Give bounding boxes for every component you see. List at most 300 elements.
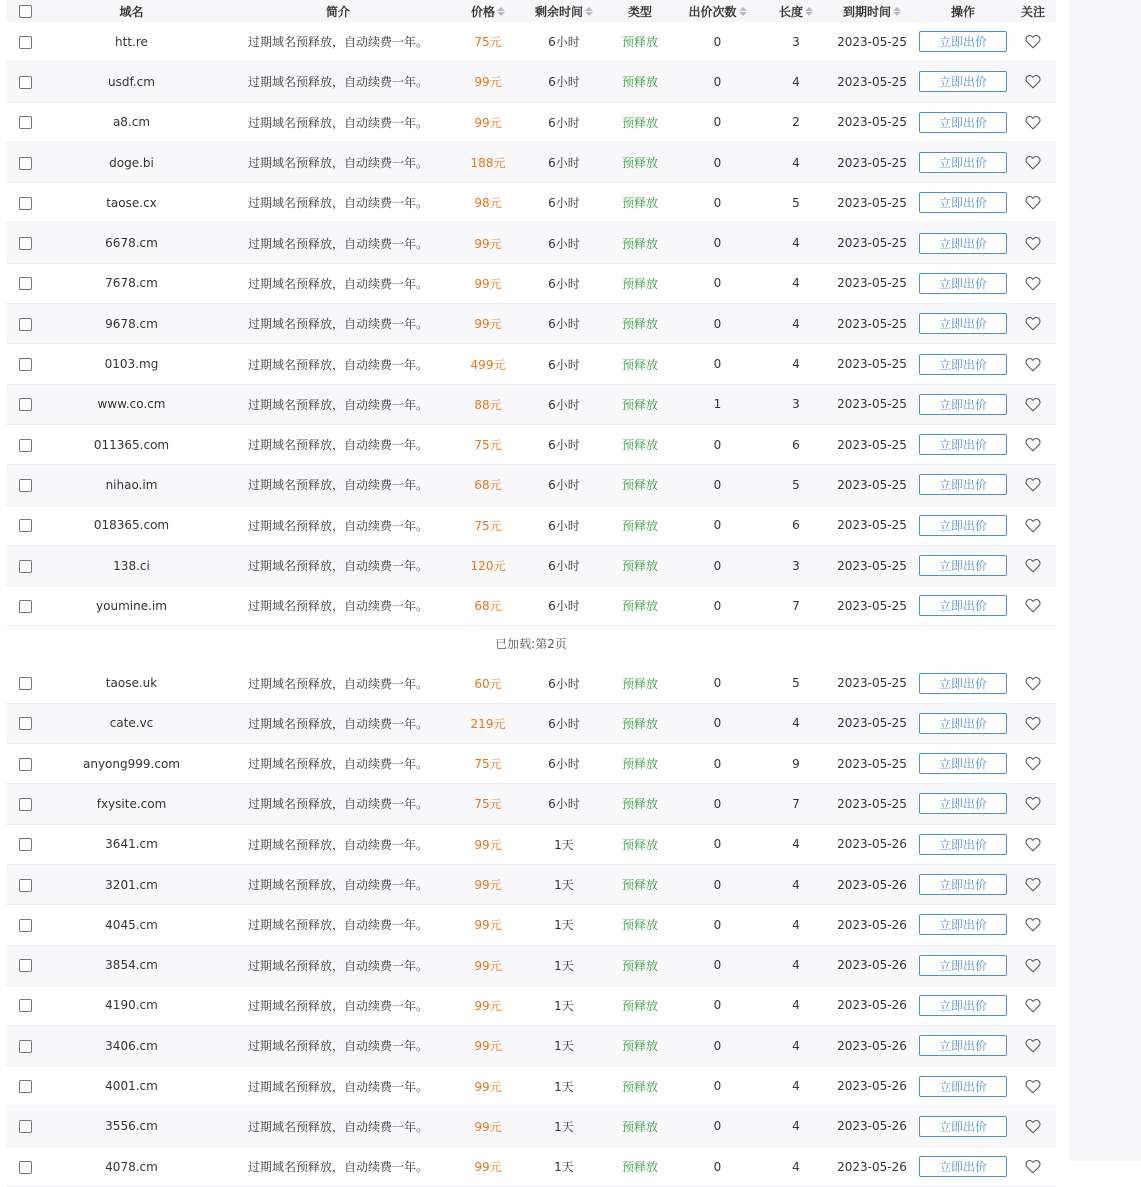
- remaining-time: 1天: [554, 878, 574, 893]
- row-checkbox[interactable]: [19, 838, 32, 851]
- bid-now-button[interactable]: 立即出价: [919, 313, 1007, 334]
- bid-now-button[interactable]: 立即出价: [919, 834, 1007, 855]
- remaining-time: 1天: [554, 1160, 574, 1175]
- bid-count: 0: [713, 756, 722, 771]
- row-checkbox[interactable]: [19, 237, 32, 250]
- row-checkbox[interactable]: [19, 717, 32, 730]
- row-checkbox[interactable]: [19, 560, 32, 573]
- bid-now-button[interactable]: 立即出价: [919, 434, 1007, 455]
- row-checkbox-cell[interactable]: [6, 397, 44, 411]
- domain-price: 75元: [474, 35, 502, 50]
- bid-now-button[interactable]: 立即出价: [919, 515, 1007, 536]
- heart-outline-icon[interactable]: [1025, 877, 1041, 892]
- domain-name: 4045.cm: [105, 917, 158, 932]
- table-row: [6, 344, 1056, 384]
- domain-price: 99元: [474, 918, 502, 933]
- expire-date: 2023-05-26: [837, 877, 907, 892]
- remaining-time: 1天: [554, 1079, 574, 1094]
- bid-count: 0: [713, 195, 722, 210]
- favorite-cell: [1010, 837, 1056, 852]
- domain-name: 3556.cm: [105, 1119, 158, 1134]
- domain-price: 99元: [474, 958, 502, 973]
- domain-name: 3406.cm: [105, 1038, 158, 1053]
- row-checkbox-cell[interactable]: [6, 75, 44, 89]
- favorite-cell: [1010, 676, 1056, 691]
- domain-length: 4: [792, 998, 800, 1013]
- domain-price: 68元: [474, 478, 502, 493]
- row-checkbox-cell[interactable]: [6, 757, 44, 771]
- expire-date: 2023-05-25: [837, 756, 907, 771]
- expire-date: 2023-05-25: [837, 316, 907, 331]
- expire-date: 2023-05-25: [837, 276, 907, 291]
- domain-desc: 过期域名预释放，自动续费一年。: [247, 676, 428, 691]
- select-all-cell[interactable]: [6, 4, 44, 18]
- sort-arrows-icon[interactable]: [805, 7, 813, 17]
- row-checkbox[interactable]: [19, 398, 32, 411]
- domain-length: 5: [792, 477, 800, 492]
- domain-name: cate.vc: [109, 716, 154, 731]
- sort-arrows-icon[interactable]: [739, 7, 747, 17]
- remaining-time: 6小时: [548, 438, 580, 453]
- row-checkbox-cell[interactable]: [6, 438, 44, 452]
- table-row: [6, 1066, 1056, 1106]
- domain-price: 99元: [474, 998, 502, 1013]
- op-cell: [916, 834, 1010, 855]
- bid-now-button[interactable]: 立即出价: [919, 112, 1007, 133]
- domain-length: 5: [792, 676, 800, 691]
- bid-now-button[interactable]: 立即出价: [919, 354, 1007, 375]
- bid-now-button[interactable]: 立即出价: [919, 995, 1007, 1016]
- domain-type: 预释放: [621, 757, 658, 772]
- row-checkbox[interactable]: [19, 758, 32, 771]
- op-cell: [916, 914, 1010, 935]
- domain-type: 预释放: [621, 357, 658, 372]
- bid-now-button[interactable]: 立即出价: [919, 595, 1007, 616]
- heart-outline-icon[interactable]: [1025, 998, 1041, 1013]
- bid-count: 0: [713, 357, 722, 372]
- row-checkbox-cell[interactable]: [6, 156, 44, 170]
- row-checkbox[interactable]: [19, 439, 32, 452]
- op-cell: [916, 555, 1010, 576]
- domain-length: 4: [792, 357, 800, 372]
- bid-count: 0: [713, 74, 722, 89]
- favorite-cell: [1010, 1038, 1056, 1053]
- domain-length: 4: [792, 877, 800, 892]
- row-checkbox[interactable]: [19, 116, 32, 129]
- op-cell: [916, 1116, 1010, 1137]
- domain-name: 3641.cm: [105, 837, 158, 852]
- bid-now-button[interactable]: 立即出价: [919, 555, 1007, 576]
- bid-count: 0: [713, 998, 722, 1013]
- heart-outline-icon[interactable]: [1025, 1119, 1041, 1134]
- domain-type: 预释放: [621, 438, 658, 453]
- heart-outline-icon[interactable]: [1025, 115, 1041, 130]
- expire-date: 2023-05-25: [837, 477, 907, 492]
- remaining-time: 1天: [554, 998, 574, 1013]
- row-checkbox[interactable]: [19, 358, 32, 371]
- domain-length: 5: [792, 195, 800, 210]
- domain-desc: 过期域名预释放，自动续费一年。: [247, 438, 428, 453]
- domain-type: 预释放: [621, 156, 658, 171]
- table-row: [6, 1107, 1056, 1147]
- heart-outline-icon[interactable]: [1025, 796, 1041, 811]
- bid-now-button[interactable]: 立即出价: [919, 474, 1007, 495]
- heart-outline-icon[interactable]: [1025, 756, 1041, 771]
- row-checkbox-cell[interactable]: [6, 276, 44, 290]
- table-row: [6, 744, 1056, 784]
- domain-length: 4: [792, 1079, 800, 1094]
- favorite-cell: [1010, 1159, 1056, 1174]
- expire-date: 2023-05-25: [837, 437, 907, 452]
- domain-name: 138.ci: [113, 558, 150, 573]
- domain-type: 预释放: [621, 676, 658, 691]
- row-checkbox-cell[interactable]: [6, 716, 44, 730]
- bid-now-button[interactable]: 立即出价: [919, 192, 1007, 213]
- domain-price: 99元: [474, 317, 502, 332]
- heart-outline-icon[interactable]: [1025, 598, 1041, 613]
- domain-type: 预释放: [621, 958, 658, 973]
- remaining-time: 6小时: [548, 478, 580, 493]
- table-row: [6, 825, 1056, 865]
- domain-name: 7678.cm: [105, 276, 158, 291]
- page-loaded-divider: 已加载:第2页: [495, 637, 567, 652]
- row-checkbox[interactable]: [19, 1120, 32, 1133]
- domain-price: 99元: [474, 1079, 502, 1094]
- favorite-cell: [1010, 276, 1056, 291]
- bid-now-button[interactable]: 立即出价: [919, 31, 1007, 52]
- row-checkbox[interactable]: [19, 919, 32, 932]
- row-checkbox-cell[interactable]: [6, 797, 44, 811]
- domain-length: 6: [792, 518, 800, 533]
- heart-outline-icon[interactable]: [1025, 236, 1041, 251]
- bid-now-button[interactable]: 立即出价: [919, 793, 1007, 814]
- domain-desc: 过期域名预释放，自动续费一年。: [247, 397, 428, 412]
- row-checkbox-cell[interactable]: [6, 998, 44, 1012]
- domain-type: 预释放: [621, 1119, 658, 1134]
- op-cell: [916, 595, 1010, 616]
- domain-desc: 过期域名预释放，自动续费一年。: [247, 599, 428, 614]
- row-checkbox-cell[interactable]: [6, 478, 44, 492]
- domain-desc: 过期域名预释放，自动续费一年。: [247, 115, 428, 130]
- domain-type: 预释放: [621, 276, 658, 291]
- header-op: 操作: [950, 4, 975, 19]
- row-checkbox-cell[interactable]: [6, 236, 44, 250]
- row-checkbox-cell[interactable]: [6, 559, 44, 573]
- op-cell: [916, 152, 1010, 173]
- domain-name: 011365.com: [93, 437, 170, 452]
- heart-outline-icon[interactable]: [1025, 34, 1041, 49]
- domain-price: 99元: [474, 1119, 502, 1134]
- heart-outline-icon[interactable]: [1025, 1038, 1041, 1053]
- remaining-time: 6小时: [548, 357, 580, 372]
- domain-type: 预释放: [621, 998, 658, 1013]
- row-checkbox-cell[interactable]: [6, 878, 44, 892]
- op-cell: [916, 71, 1010, 92]
- op-cell: [916, 673, 1010, 694]
- bid-now-button[interactable]: 立即出价: [919, 152, 1007, 173]
- heart-outline-icon[interactable]: [1025, 1159, 1041, 1174]
- header-length-sort[interactable]: [764, 3, 828, 20]
- op-cell: [916, 1156, 1010, 1177]
- domain-desc: 过期域名预释放，自动续费一年。: [247, 478, 428, 493]
- row-checkbox[interactable]: [19, 36, 32, 49]
- row-checkbox[interactable]: [19, 798, 32, 811]
- row-checkbox-cell[interactable]: [6, 1160, 44, 1174]
- heart-outline-icon[interactable]: [1025, 74, 1041, 89]
- table-row: [6, 784, 1056, 824]
- row-checkbox-cell[interactable]: [6, 837, 44, 851]
- bid-count: 1: [713, 397, 722, 412]
- domain-desc: 过期域名预释放，自动续费一年。: [247, 559, 428, 573]
- op-cell: [916, 273, 1010, 294]
- heart-outline-icon[interactable]: [1025, 716, 1041, 731]
- domain-price: 68元: [474, 599, 502, 614]
- bid-count: 0: [713, 34, 722, 49]
- bid-now-button[interactable]: 立即出价: [919, 273, 1007, 294]
- table-row: [6, 465, 1056, 505]
- domain-length: 4: [792, 958, 800, 973]
- header-expire-sort[interactable]: [828, 3, 916, 20]
- table-row: [6, 1147, 1056, 1187]
- favorite-cell: [1010, 477, 1056, 492]
- bid-now-button[interactable]: 立即出价: [919, 71, 1007, 92]
- row-checkbox-cell[interactable]: [6, 196, 44, 210]
- table-row: [6, 704, 1056, 744]
- domain-name: 4001.cm: [105, 1079, 158, 1094]
- row-checkbox[interactable]: [19, 519, 32, 532]
- expire-date: 2023-05-25: [837, 716, 907, 731]
- header-time-label: 剩余时间: [534, 4, 583, 19]
- heart-outline-icon[interactable]: [1025, 837, 1041, 852]
- sort-arrows-icon[interactable]: [585, 7, 593, 17]
- domain-price: 75元: [474, 797, 502, 812]
- row-checkbox[interactable]: [19, 76, 32, 89]
- domain-desc: 过期域名预释放，自动续费一年。: [247, 518, 428, 533]
- bid-count: 0: [713, 877, 722, 892]
- bid-now-button[interactable]: 立即出价: [919, 955, 1007, 976]
- row-checkbox-cell[interactable]: [6, 676, 44, 690]
- domain-length: 4: [792, 74, 800, 89]
- domain-desc: 过期域名预释放，自动续费一年。: [247, 1119, 428, 1134]
- domain-desc: 过期域名预释放，自动续费一年。: [247, 35, 428, 50]
- row-checkbox-cell[interactable]: [6, 357, 44, 371]
- domain-price: 219元: [470, 716, 506, 731]
- heart-outline-icon[interactable]: [1025, 155, 1041, 170]
- heart-outline-icon[interactable]: [1025, 477, 1041, 492]
- heart-outline-icon[interactable]: [1025, 316, 1041, 331]
- bid-count: 0: [713, 518, 722, 533]
- row-checkbox[interactable]: [19, 318, 32, 331]
- heart-outline-icon[interactable]: [1025, 357, 1041, 372]
- domain-name: 3854.cm: [105, 958, 158, 973]
- favorite-cell: [1010, 437, 1056, 452]
- row-checkbox[interactable]: [19, 879, 32, 892]
- op-cell: [916, 874, 1010, 895]
- remaining-time: 1天: [554, 958, 574, 973]
- domain-name: 9678.cm: [105, 316, 158, 331]
- expire-date: 2023-05-26: [837, 958, 907, 973]
- bid-now-button[interactable]: 立即出价: [919, 713, 1007, 734]
- domain-price: 120元: [470, 559, 506, 573]
- domain-type: 预释放: [621, 75, 658, 90]
- bid-count: 0: [713, 1038, 722, 1053]
- domain-length: 4: [792, 155, 800, 170]
- row-checkbox[interactable]: [19, 1161, 32, 1174]
- domain-price: 60元: [474, 676, 502, 691]
- bid-now-button[interactable]: 立即出价: [919, 1156, 1007, 1177]
- heart-outline-icon[interactable]: [1025, 676, 1041, 691]
- domain-length: 9: [792, 756, 800, 771]
- heart-outline-icon[interactable]: [1025, 1079, 1041, 1094]
- domain-desc: 过期域名预释放，自动续费一年。: [247, 1160, 428, 1175]
- heart-outline-icon[interactable]: [1025, 518, 1041, 533]
- heart-outline-icon[interactable]: [1025, 195, 1041, 210]
- bid-count: 0: [713, 1119, 722, 1134]
- domain-desc: 过期域名预释放，自动续费一年。: [247, 757, 428, 772]
- heart-outline-icon[interactable]: [1025, 917, 1041, 932]
- favorite-cell: [1010, 195, 1056, 210]
- row-checkbox-cell[interactable]: [6, 115, 44, 129]
- header-bids-sort[interactable]: [671, 3, 764, 20]
- row-checkbox[interactable]: [19, 1080, 32, 1093]
- domain-name: nihao.im: [105, 477, 158, 492]
- domain-name: taose.cx: [106, 195, 157, 210]
- expire-date: 2023-05-25: [837, 34, 907, 49]
- expire-date: 2023-05-26: [837, 1079, 907, 1094]
- header-price-sort[interactable]: [457, 3, 519, 20]
- domain-name: 0103.mg: [104, 357, 159, 372]
- domain-price: 499元: [470, 357, 506, 372]
- domain-desc: 过期域名预释放，自动续费一年。: [247, 1039, 428, 1054]
- bid-now-button[interactable]: 立即出价: [919, 1116, 1007, 1137]
- expire-date: 2023-05-25: [837, 518, 907, 533]
- remaining-time: 6小时: [548, 276, 580, 291]
- domain-name: doge.bi: [109, 155, 154, 170]
- row-checkbox-cell[interactable]: [6, 35, 44, 49]
- expire-date: 2023-05-26: [837, 917, 907, 932]
- bid-now-button[interactable]: 立即出价: [919, 914, 1007, 935]
- table-row: [6, 103, 1056, 143]
- row-checkbox-cell[interactable]: [6, 599, 44, 613]
- row-checkbox[interactable]: [19, 999, 32, 1012]
- row-checkbox[interactable]: [19, 479, 32, 492]
- op-cell: [916, 233, 1010, 254]
- bid-count: 0: [713, 477, 722, 492]
- domain-length: 4: [792, 276, 800, 291]
- favorite-cell: [1010, 155, 1056, 170]
- header-time-sort[interactable]: [519, 3, 609, 20]
- domain-price: 99元: [474, 1039, 502, 1054]
- op-cell: [916, 394, 1010, 415]
- remaining-time: 6小时: [548, 196, 580, 211]
- bid-now-button[interactable]: 立即出价: [919, 1035, 1007, 1056]
- row-checkbox-cell[interactable]: [6, 1039, 44, 1053]
- favorite-cell: [1010, 1079, 1056, 1094]
- row-checkbox-cell[interactable]: [6, 518, 44, 532]
- table-row: [6, 385, 1056, 425]
- row-checkbox[interactable]: [19, 600, 32, 613]
- domain-table: [6, 0, 1056, 1187]
- domain-length: 4: [792, 837, 800, 852]
- bid-now-button[interactable]: 立即出价: [919, 753, 1007, 774]
- favorite-cell: [1010, 357, 1056, 372]
- heart-outline-icon[interactable]: [1025, 397, 1041, 412]
- domain-name: fxysite.com: [96, 796, 167, 811]
- header-length-label: 长度: [778, 4, 803, 19]
- domain-type: 预释放: [621, 1160, 658, 1175]
- domain-price: 99元: [474, 837, 502, 852]
- domain-price: 99元: [474, 276, 502, 291]
- favorite-cell: [1010, 1119, 1056, 1134]
- heart-outline-icon[interactable]: [1025, 276, 1041, 291]
- domain-length: 2: [792, 115, 800, 130]
- op-cell: [916, 1035, 1010, 1056]
- domain-desc: 过期域名预释放，自动续费一年。: [247, 998, 428, 1013]
- row-checkbox-cell[interactable]: [6, 1079, 44, 1093]
- row-checkbox[interactable]: [19, 1040, 32, 1053]
- domain-name: 3201.cm: [105, 877, 158, 892]
- bid-now-button[interactable]: 立即出价: [919, 233, 1007, 254]
- bid-count: 0: [713, 837, 722, 852]
- row-checkbox[interactable]: [19, 277, 32, 290]
- bid-now-button[interactable]: 立即出价: [919, 874, 1007, 895]
- domain-price: 98元: [474, 196, 502, 211]
- header-price-label: 价格: [470, 4, 495, 19]
- table-row: [6, 264, 1056, 304]
- bid-now-button[interactable]: 立即出价: [919, 1076, 1007, 1097]
- expire-date: 2023-05-25: [837, 155, 907, 170]
- domain-name: 018365.com: [93, 518, 170, 533]
- row-checkbox-cell[interactable]: [6, 918, 44, 932]
- row-checkbox[interactable]: [19, 157, 32, 170]
- row-checkbox-cell[interactable]: [6, 1119, 44, 1133]
- row-checkbox[interactable]: [19, 197, 32, 210]
- domain-desc: 过期域名预释放，自动续费一年。: [247, 317, 428, 332]
- domain-name: usdf.cm: [108, 74, 155, 89]
- row-checkbox[interactable]: [19, 959, 32, 972]
- heart-outline-icon[interactable]: [1025, 437, 1041, 452]
- remaining-time: 6小时: [548, 397, 580, 412]
- bid-count: 0: [713, 155, 722, 170]
- bid-count: 0: [713, 558, 722, 573]
- favorite-cell: [1010, 796, 1056, 811]
- sort-arrows-icon[interactable]: [893, 7, 901, 17]
- heart-outline-icon[interactable]: [1025, 958, 1041, 973]
- table-row: [6, 304, 1056, 344]
- domain-length: 4: [792, 1159, 800, 1174]
- table-row: [6, 62, 1056, 102]
- row-checkbox-cell[interactable]: [6, 317, 44, 331]
- bid-count: 0: [713, 115, 722, 130]
- row-checkbox-cell[interactable]: [6, 958, 44, 972]
- domain-desc: 过期域名预释放，自动续费一年。: [247, 156, 428, 171]
- row-checkbox[interactable]: [19, 677, 32, 690]
- remaining-time: 6小时: [548, 156, 580, 171]
- heart-outline-icon[interactable]: [1025, 558, 1041, 573]
- domain-list-page-2: [6, 663, 1056, 1187]
- domain-desc: 过期域名预释放，自动续费一年。: [247, 797, 428, 812]
- bid-now-button[interactable]: 立即出价: [919, 673, 1007, 694]
- remaining-time: 6小时: [548, 797, 580, 812]
- op-cell: [916, 354, 1010, 375]
- domain-name: a8.cm: [112, 115, 151, 130]
- select-all-checkbox[interactable]: [19, 5, 32, 18]
- table-row: [6, 865, 1056, 905]
- bid-now-button[interactable]: 立即出价: [919, 394, 1007, 415]
- op-cell: [916, 793, 1010, 814]
- table-row: [6, 663, 1056, 703]
- sort-arrows-icon[interactable]: [497, 7, 505, 17]
